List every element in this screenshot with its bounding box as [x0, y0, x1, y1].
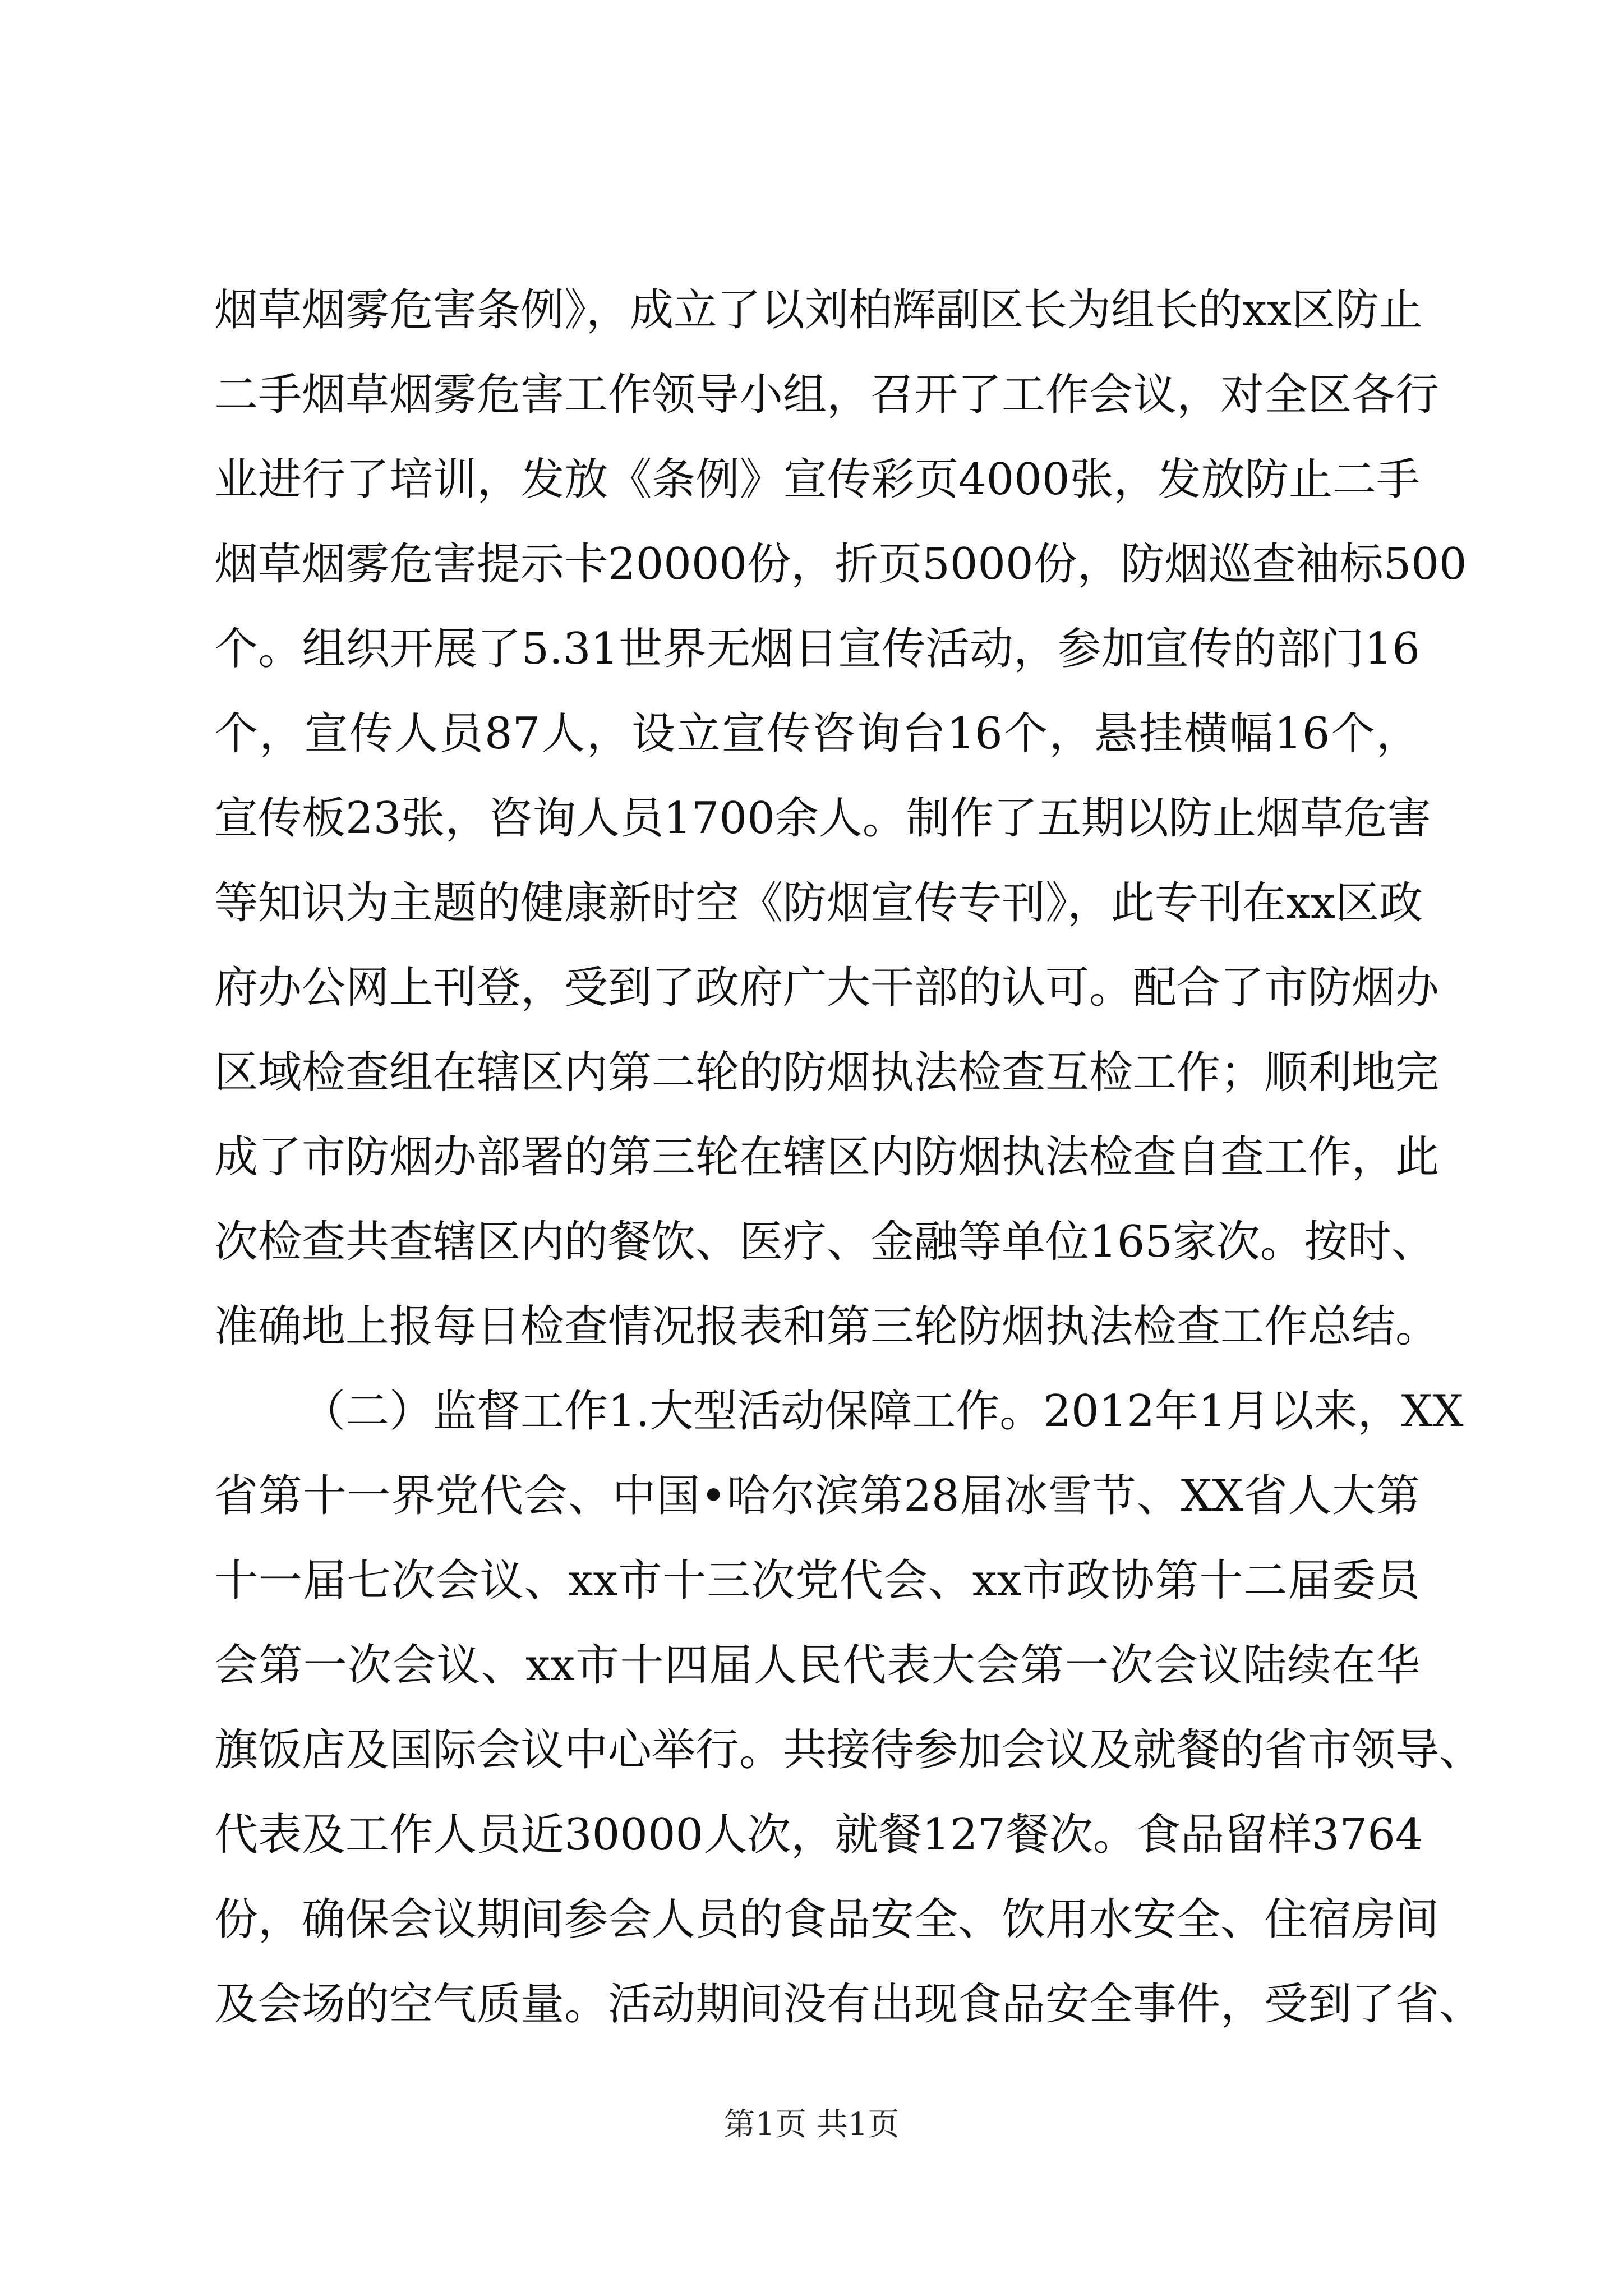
- paragraph-2-line-4: 会第一次会议、xx市十四届人民代表大会第一次会议陆续在华: [214, 1640, 1420, 1691]
- paragraph-1-line-13: 准确地上报每日检查情况报表和第三轮防烟执法检查工作总结。: [214, 1301, 1440, 1352]
- paragraph-1-line-12: 次检查共查辖区内的餐饮、医疗、金融等单位165家次。按时、: [214, 1217, 1435, 1267]
- paragraph-2-line-7: 份，确保会议期间参会人员的食品安全、饮用水安全、住宿房间: [214, 1894, 1440, 1945]
- paragraph-1-line-9: 府办公网上刊登，受到了政府广大干部的认可。配合了市防烟办: [214, 963, 1440, 1013]
- page-number-label: 第1页 共1页: [723, 2106, 900, 2143]
- paragraph-1-line-3: 业进行了培训，发放《条例》宣传彩页4000张，发放防止二手: [214, 454, 1420, 505]
- paragraph-2-line-1: （二）监督工作1.大型活动保障工作。2012年1月以来，XX: [302, 1386, 1464, 1437]
- paragraph-1-line-6: 个，宣传人员87人，设立宣传咨询台16个，悬挂横幅16个，: [214, 708, 1420, 759]
- paragraph-2-line-5: 旗饭店及国际会议中心举行。共接待参加会议及就餐的省市领导、: [214, 1725, 1483, 1775]
- paragraph-1-line-5: 个。组织开展了5.31世界无烟日宣传活动，参加宣传的部门16: [214, 624, 1420, 674]
- paragraph-1-line-10: 区域检查组在辖区内第二轮的防烟执法检查互检工作；顺利地完: [214, 1047, 1440, 1098]
- page-footer: [0, 2102, 1623, 2147]
- paragraph-1-line-1: 烟草烟雾危害条例》，成立了以刘柏辉副区长为组长的xx区防止: [214, 285, 1423, 335]
- paragraph-1-line-7: 宣传板23张，咨询人员1700余人。制作了五期以防止烟草危害: [214, 793, 1431, 844]
- paragraph-1-line-11: 成了市防烟办部署的第三轮在辖区内防烟执法检查自查工作，此: [214, 1132, 1440, 1182]
- paragraph-2-line-8: 及会场的空气质量。活动期间没有出现食品安全事件，受到了省、: [214, 1979, 1483, 2030]
- paragraph-2-line-3: 十一届七次会议、xx市十三次党代会、xx市政协第十二届委员: [214, 1556, 1420, 1606]
- document-body: [214, 268, 1483, 2047]
- paragraph-1-line-8: 等知识为主题的健康新时空《防烟宣传专刊》，此专刊在xx区政: [214, 878, 1423, 928]
- paragraph-1-line-2: 二手烟草烟雾危害工作领导小组，召开了工作会议，对全区各行: [214, 370, 1440, 420]
- paragraph-1-line-4: 烟草烟雾危害提示卡20000份，折页5000份，防烟巡查袖标500: [214, 539, 1467, 590]
- paragraph-2-line-6: 代表及工作人员近30000人次，就餐127餐次。食品留样3764: [214, 1810, 1423, 1860]
- paragraph-2-line-2: 省第十一界党代会、中国•哈尔滨第28届冰雪节、XX省人大第: [214, 1471, 1420, 1521]
